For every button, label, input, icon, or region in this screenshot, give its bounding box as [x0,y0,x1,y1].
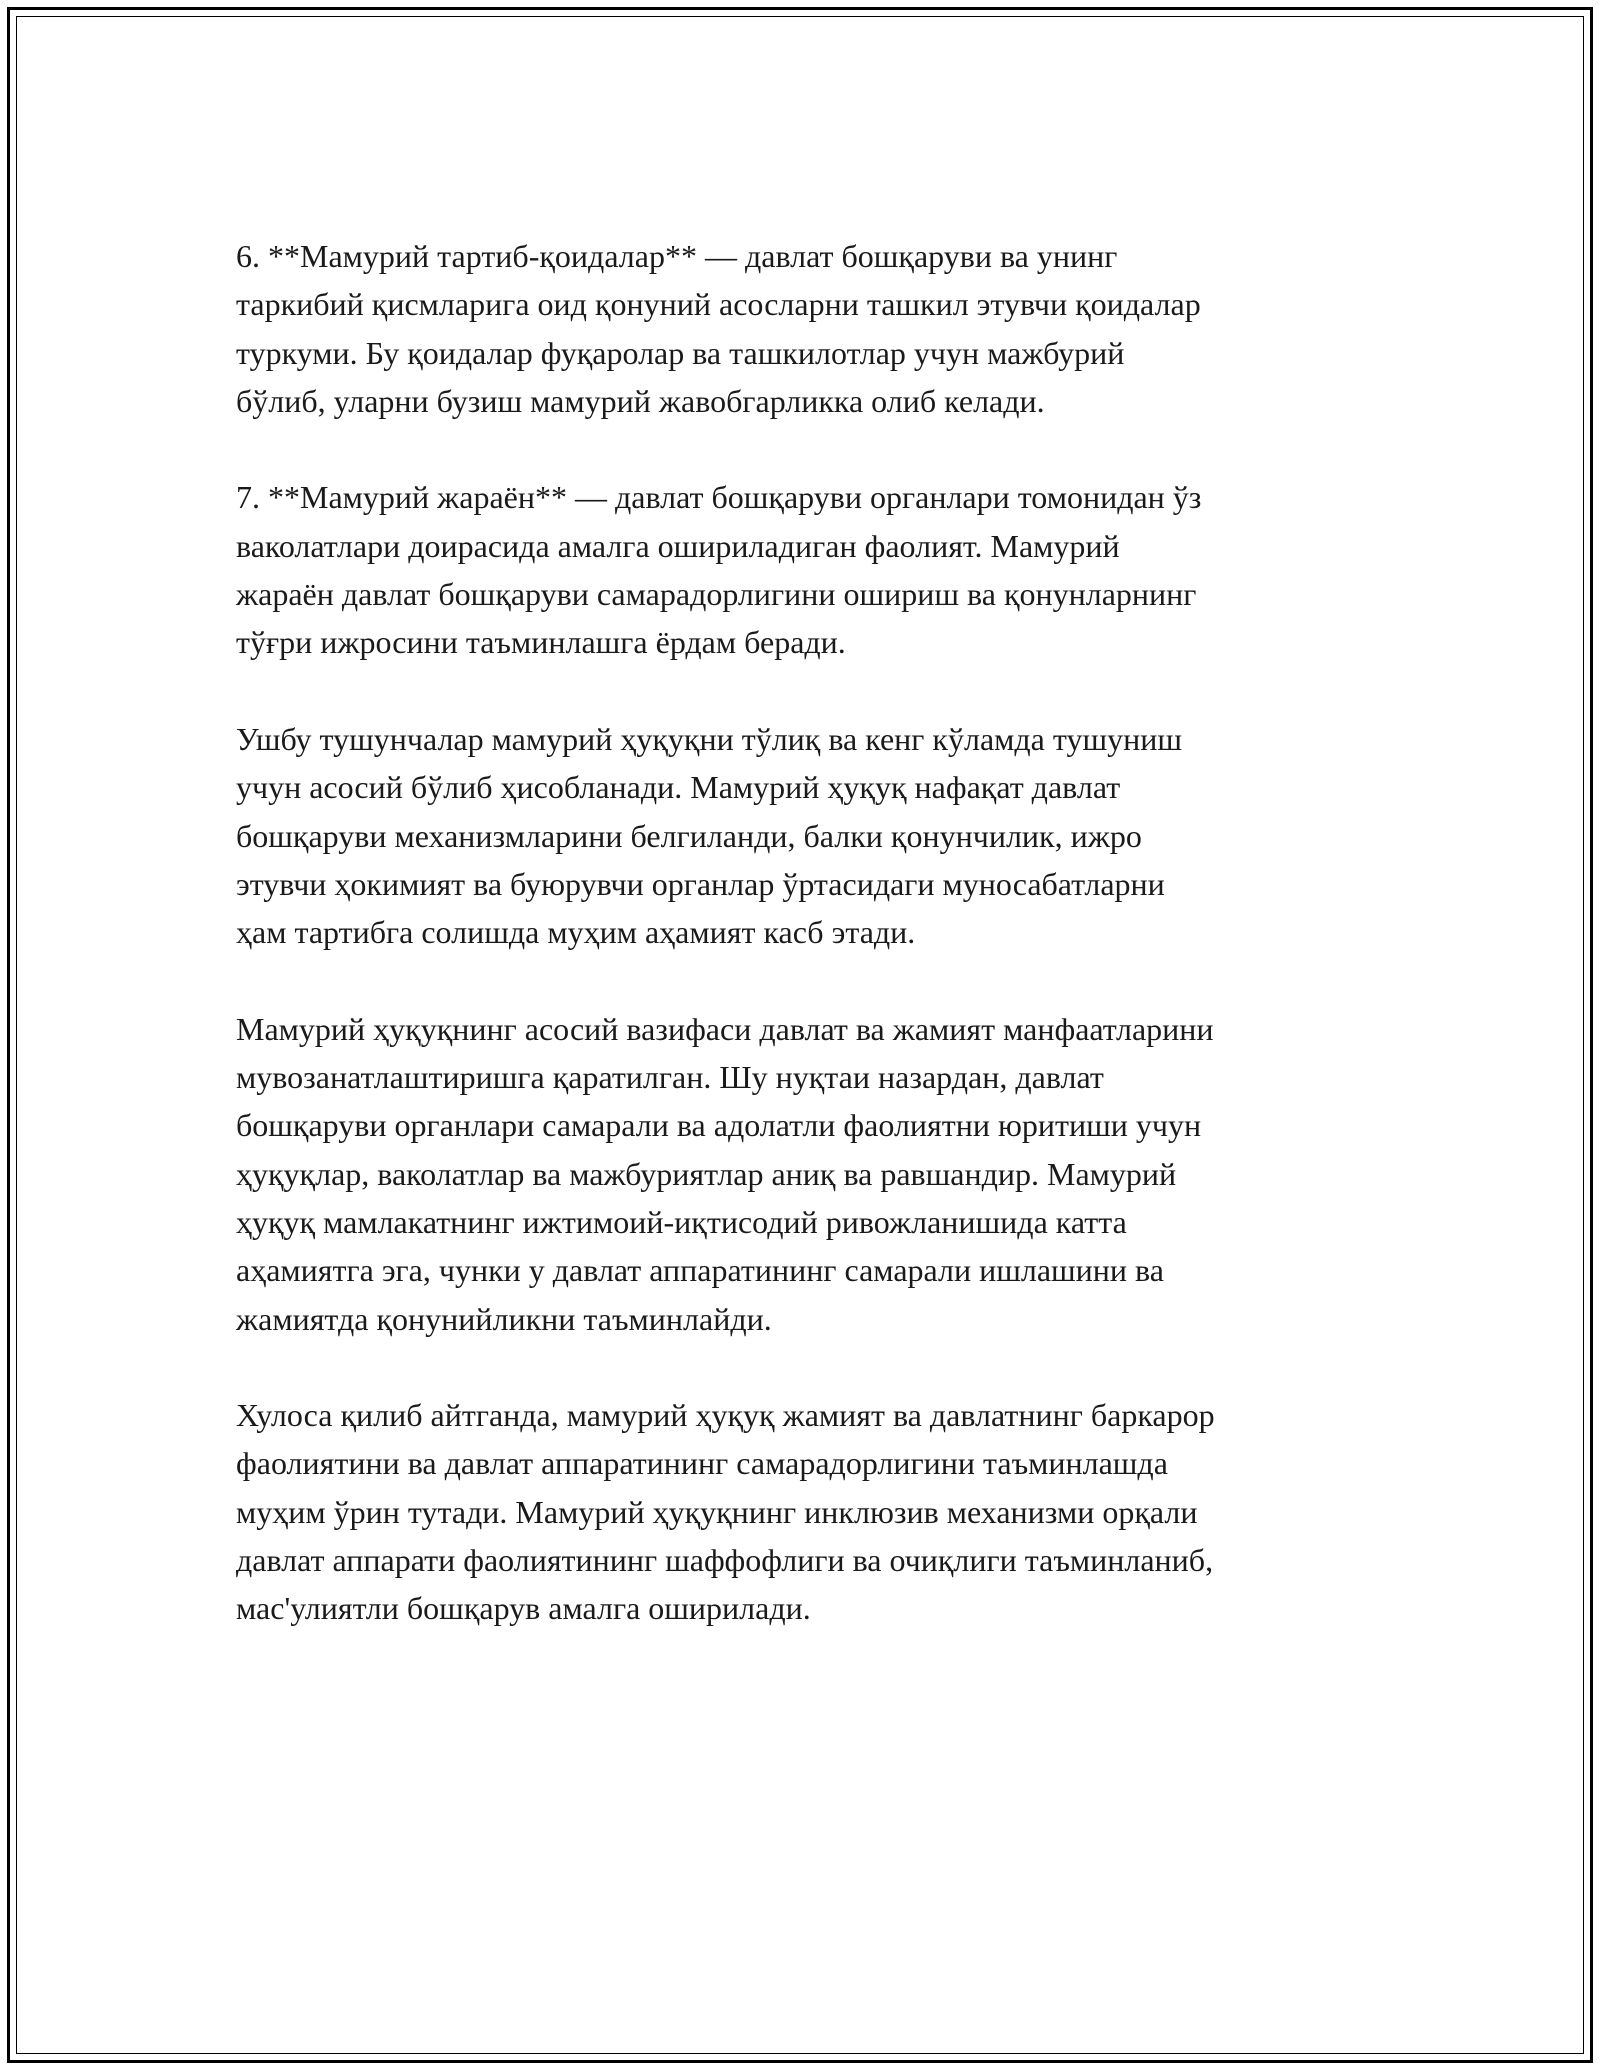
document-body [236,232,1366,1681]
paragraph-administrative-rules: 6. **Мамурий тартиб-қоидалар** — давлат бошқаруви ва унинг таркибий қисмларига оид қонуний асосларни ташкил этувчи қоидалар туркуми. Бу қоидалар фуқаролар ва ташкилотлар учун мажбурий бўлиб, уларни бузиш мамурий жавобгарликка олиб келади. [236,238,1201,419]
paragraph-conclusion: Хулоса қилиб айтганда, мамурий ҳуқуқ жамият ва давлатнинг баркарор фаолиятини ва давлат аппаратининг самарадорлигини таъминлашда муҳим ўрин тутади. Мамурий ҳуқуқнинг инклюзив механизми орқали давлат аппарати фаолиятининг шаффофлиги ва очиқлиги таъминланиб, мас'улиятли бошқарув амалга оширилади. [236,1397,1215,1627]
paragraph-concepts-summary: Ушбу тушунчалар мамурий ҳуқуқни тўлиқ ва кенг кўламда тушуниш учун асосий бўлиб ҳисобланади. Мамурий ҳуқуқ нафақат давлат бошқаруви механизмларини белгиланди, балки қонунчилик, ижро этувчи ҳокимият ва буюрувчи органлар ўртасидаги муносабатларни ҳам тартибга солишда муҳим аҳамият касб этади. [236,720,1182,951]
paragraph-administrative-process: 7. **Мамурий жараён** — давлат бошқаруви органлари томонидан ўз ваколатлари доирасида амалга ошириладиган фаолият. Мамурий жараён давлат бошқаруви самарадорлигини ошириш ва қонунларнинг тўғри ижросини таъминлашга ёрдам беради. [236,479,1202,661]
paragraph-main-task: Мамурий ҳуқуқнинг асосий вазифаси давлат ва жамият манфаатларини мувозанатлаштиришга қаратилган. Шу нуқтаи назардан, давлат бошқаруви органлари самарали ва адолатли фаолиятни юритиши учун ҳуқуқлар, ваколатлар ва мажбуриятлар аниқ ва равшандир. Мамурий ҳуқуқ мамлакатнинг ижтимоий-иқтисодий ривожланишида катта аҳамиятга эга, чунки у давлат аппаратининг самарали ишлашини ва жамиятда қонунийликни таъминлайди. [236,1010,1214,1337]
